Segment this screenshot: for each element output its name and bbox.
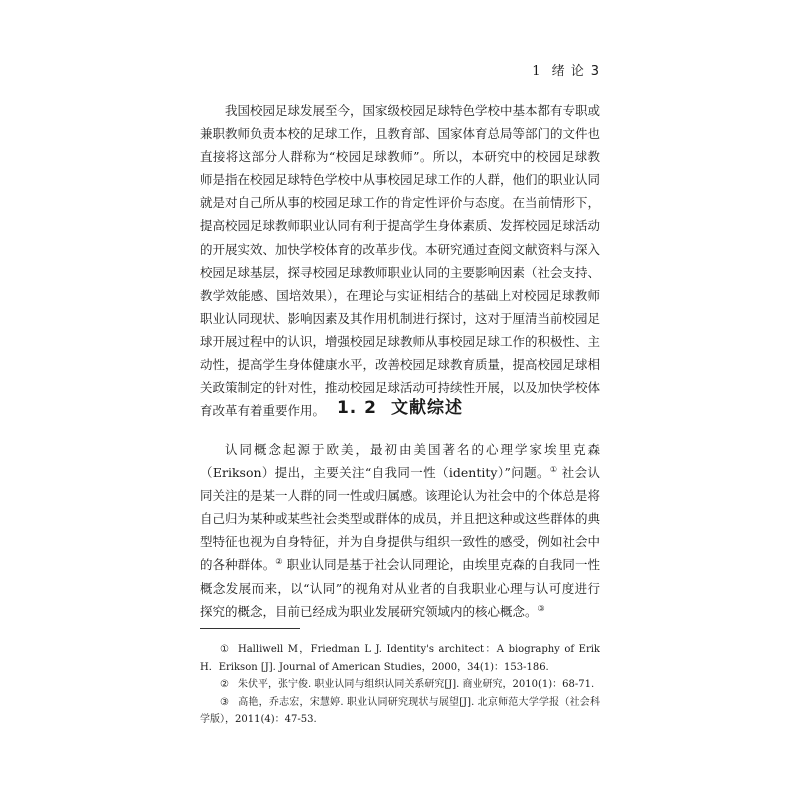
footnote-text: 朱伏平，张宁俊. 职业认同与组织认同关系研究[J]. 商业研究，2010(1)：68-71. [238, 679, 595, 690]
section-title: 文献综述 [391, 398, 464, 418]
paragraph-2-part-3: 职业认同是基于社会认同理论，由埃里克森的自我同一性概念发展而来，以“认同”的视角对从业者的自我职业心理与认可度进行探究的概念，目前已经成为职业发展研究领域内的核心概念。 [200, 557, 600, 619]
section-heading [200, 393, 600, 418]
footnote-mark: ② [220, 679, 229, 690]
paragraph-2-part-1: 认同概念起源于欧美，最初由美国著名的心理学家埃里克森（Erikson）提出，主要关注“自我同一性（identity）”问题。 [200, 442, 600, 481]
footnote-2 [200, 676, 600, 694]
chapter-number: 1 [532, 64, 542, 79]
running-head [532, 60, 600, 79]
footnote-text: Halliwell M，Friedman L J. Identity's architect：A biography of Erik H．Erikson [J]. Journal of American Studies，2000，34(1)：153-186. [200, 644, 600, 673]
footnotes [200, 641, 600, 729]
section-number: 1. 2 [336, 398, 378, 418]
footnote-3 [200, 694, 600, 729]
body-paragraph-2 [200, 438, 600, 623]
footnote-text: 高艳，乔志宏，宋慧婷. 职业认同研究现状与展望[J]. 北京师范大学学报（社会科学版），2011(4)：47-53. [200, 696, 600, 725]
paragraph-2-part-2: 社会认同关注的是某一人群的同一性或归属感。该理论认为社会中的个体总是将自己归为某种或某些社会类型或群体的成员，并且把这种或这些群体的典型特征也视为自身特征，并为自身提供与组织一致性的感受，例如社会中的各种群体。 [200, 465, 601, 573]
page-number: 3 [590, 64, 600, 79]
footnote-ref-3: ③ [537, 603, 545, 613]
footnote-divider [200, 628, 300, 629]
body-paragraph-1: 我国校园足球发展至今，国家级校园足球特色学校中基本都有专职或兼职教师负责本校的足球工作，且教育部、国家体育总局等部门的文件也直接将这部分人群称为“校园足球教师”。所以，本研究中的校园足球教师是指在校园足球特色学校中从事校园足球工作的人群，他们的职业认同就是对自己所从事的校园足球工作的肯定性评价与态度。在当前情形下，提高校园足球教师职业认同有利于提高学生身体素质、发挥校园足球活动的开展实效、加快学校体育的改革步伐。本研究通过查阅文献资料与深入校园足球基层，探寻校园足球教师职业认同的主要影响因素（社会支持、教学效能感、国培效果），在理论与实证相结合的基础上对校园足球教师职业认同现状、影响因素及其作用机制进行探讨，这对于厘清当前校园足球开展过程中的认识，增强校园足球教师从事校园足球工作的积极性、主动性，提高学生身体健康水平，改善校园足球教育质量，提高校园足球相关政策制定的针对性，推动校园足球活动可持续性开展，以及加快学校体育改革有着重要作用。 [200, 103, 601, 419]
chapter-title: 绪 论 [551, 64, 585, 79]
footnote-ref-1: ① [549, 464, 558, 474]
footnote-1 [200, 641, 600, 676]
footnote-mark: ③ [220, 696, 229, 708]
footnote-mark: ① [220, 644, 229, 655]
footnote-ref-2: ② [275, 557, 283, 567]
